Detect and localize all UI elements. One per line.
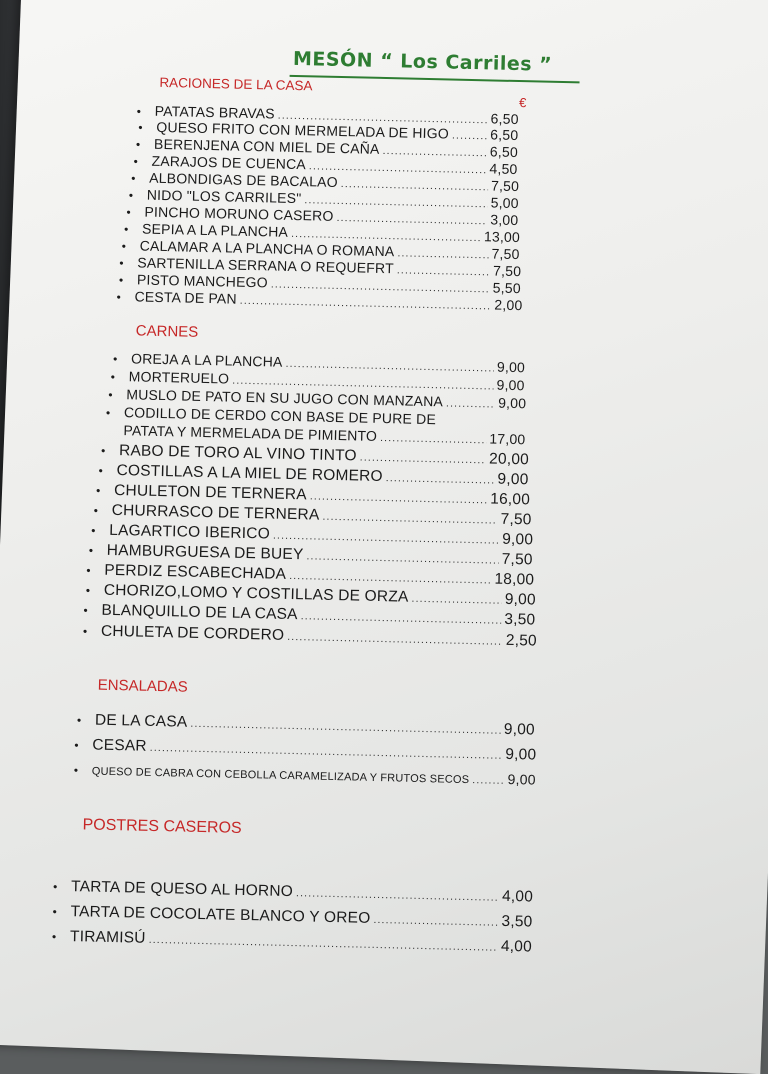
menu-title: MESÓN “ Los Carriles ” bbox=[293, 48, 553, 76]
dot-leader bbox=[296, 887, 499, 904]
item-price: 9,00 bbox=[502, 531, 533, 550]
item-price: 3,50 bbox=[501, 913, 532, 932]
section-heading-raciones: RACIONES DE LA CASA bbox=[159, 75, 312, 93]
item-price: 7,50 bbox=[502, 551, 533, 570]
item-name: TIRAMISÚ bbox=[70, 928, 146, 948]
item-price: 4,00 bbox=[502, 888, 533, 907]
menu-item bbox=[52, 903, 532, 932]
item-price: 16,00 bbox=[490, 491, 530, 510]
section-heading-postres: POSTRES CASEROS bbox=[82, 816, 242, 838]
item-name: LAGARTICO IBERICO bbox=[109, 522, 270, 544]
bullet-icon: • bbox=[137, 104, 155, 118]
item-price: 9,00 bbox=[498, 395, 526, 412]
menu-item bbox=[53, 878, 533, 907]
item-name: OREJA A LA PLANCHA bbox=[131, 350, 283, 369]
bullet-icon: • bbox=[77, 713, 95, 727]
item-price: 2,50 bbox=[506, 632, 537, 651]
bullet-icon: • bbox=[74, 738, 92, 752]
item-price: 18,00 bbox=[494, 571, 534, 590]
dot-leader bbox=[360, 452, 487, 467]
title-underline bbox=[290, 75, 580, 84]
bullet-icon: • bbox=[124, 222, 142, 236]
dot-leader bbox=[190, 718, 501, 737]
item-price: 6,50 bbox=[490, 110, 518, 127]
item-name: CODILLO DE CERDO CON BASE DE PURE DE bbox=[124, 404, 436, 427]
item-name: TARTA DE COCOLATE BLANCO Y OREO bbox=[70, 903, 370, 928]
item-name: CESAR bbox=[92, 737, 147, 756]
bullet-icon: • bbox=[83, 603, 101, 617]
item-price: 5,00 bbox=[491, 194, 519, 211]
dot-leader bbox=[380, 432, 487, 446]
dot-leader bbox=[289, 570, 492, 587]
item-price: 4,50 bbox=[489, 160, 517, 177]
bullet-icon: • bbox=[96, 484, 114, 498]
item-name: BERENJENA CON MIEL DE CAÑA bbox=[154, 136, 380, 157]
item-price: 7,50 bbox=[491, 177, 519, 194]
bullet-icon: • bbox=[126, 205, 144, 219]
item-price: 20,00 bbox=[489, 450, 529, 469]
item-price: 2,00 bbox=[494, 297, 522, 314]
item-name: PINCHO MORUNO CASERO bbox=[144, 204, 333, 224]
bullet-icon: • bbox=[136, 137, 154, 151]
dot-leader bbox=[150, 742, 503, 762]
section-heading-ensaladas: ENSALADAS bbox=[98, 677, 188, 696]
item-price: 9,00 bbox=[505, 591, 536, 610]
item-price: 9,00 bbox=[507, 771, 535, 788]
dot-leader bbox=[322, 511, 497, 527]
item-name: DE LA CASA bbox=[95, 712, 188, 732]
dot-leader bbox=[472, 774, 505, 787]
item-price: 3,50 bbox=[504, 611, 535, 630]
item-name: SEPIA A LA PLANCHA bbox=[142, 221, 288, 240]
item-price: 5,50 bbox=[493, 280, 521, 297]
bullet-icon: • bbox=[86, 563, 104, 577]
item-name: SARTENILLA SERRANA O REQUEFRT bbox=[137, 254, 394, 276]
item-name: NIDO "LOS CARRILES" bbox=[147, 187, 302, 207]
item-name: CHURRASCO DE TERNERA bbox=[111, 502, 319, 525]
item-name: COSTILLAS A LA MIEL DE ROMERO bbox=[116, 462, 383, 486]
bullet-icon: • bbox=[98, 464, 116, 478]
bullet-icon: • bbox=[74, 763, 92, 777]
bullet-icon: • bbox=[116, 290, 134, 304]
bullet-icon: • bbox=[52, 905, 70, 919]
bullet-icon: • bbox=[53, 880, 71, 894]
item-name: PISTO MANCHEGO bbox=[137, 271, 268, 290]
dot-leader bbox=[310, 490, 488, 506]
item-price: 9,00 bbox=[505, 746, 536, 765]
item-name: PERDIZ ESCABECHADA bbox=[104, 562, 286, 584]
item-name: MORTERUELO bbox=[129, 368, 230, 386]
bullet-icon: • bbox=[131, 171, 149, 185]
bullet-icon: • bbox=[129, 188, 147, 202]
bullet-icon: • bbox=[101, 444, 119, 458]
bullet-icon: • bbox=[91, 523, 109, 537]
bullet-icon: • bbox=[119, 256, 137, 270]
item-name: ZARAJOS DE CUENCA bbox=[151, 153, 306, 172]
menu-item bbox=[52, 928, 532, 957]
item-price: 9,00 bbox=[497, 471, 528, 490]
item-price: 4,00 bbox=[501, 938, 532, 957]
item-name: CHULETA DE CORDERO bbox=[101, 623, 285, 645]
item-name: MUSLO DE PATO EN SU JUGO CON MANZANA bbox=[126, 386, 443, 409]
menu-item bbox=[74, 736, 536, 764]
menu-item bbox=[74, 761, 536, 787]
bullet-icon: • bbox=[94, 504, 112, 518]
item-price: 3,00 bbox=[490, 211, 518, 228]
item-name: CHORIZO,LOMO Y COSTILLAS DE ORZA bbox=[104, 582, 409, 607]
dot-leader bbox=[452, 130, 488, 143]
dot-leader bbox=[306, 550, 499, 566]
item-price: 7,50 bbox=[493, 263, 521, 280]
bullet-icon: • bbox=[89, 543, 107, 557]
menu-item bbox=[77, 711, 535, 739]
item-price: 13,00 bbox=[484, 228, 520, 245]
item-name: CALAMAR A LA PLANCHA O ROMANA bbox=[140, 237, 395, 259]
item-name: TARTA DE QUESO AL HORNO bbox=[71, 878, 293, 901]
dot-leader bbox=[148, 934, 498, 954]
dot-leader bbox=[273, 530, 500, 547]
dot-leader bbox=[386, 472, 495, 486]
item-price: 9,00 bbox=[496, 377, 524, 394]
item-name: CHULETON DE TERNERA bbox=[114, 482, 307, 504]
bullet-icon: • bbox=[111, 370, 129, 384]
bullet-icon: • bbox=[113, 352, 131, 366]
item-name: PATATAS BRAVAS bbox=[155, 103, 275, 122]
item-price: 7,50 bbox=[500, 511, 531, 530]
item-price: 6,50 bbox=[490, 126, 518, 143]
bullet-icon: • bbox=[106, 406, 124, 420]
bullet-icon: • bbox=[52, 930, 70, 944]
item-price: 6,50 bbox=[490, 143, 518, 160]
dot-leader bbox=[287, 631, 503, 648]
item-price: 17,00 bbox=[489, 430, 525, 447]
bullet-icon: • bbox=[122, 239, 140, 253]
section-heading-carnes: CARNES bbox=[136, 322, 199, 340]
bullet-icon: • bbox=[108, 388, 126, 402]
item-price: 7,50 bbox=[491, 245, 519, 262]
dot-leader bbox=[446, 397, 495, 410]
dot-leader bbox=[373, 914, 498, 929]
bullet-icon: • bbox=[86, 583, 104, 597]
item-price: 9,00 bbox=[497, 359, 525, 376]
dot-leader bbox=[411, 593, 502, 607]
dot-leader bbox=[397, 247, 488, 261]
bullet-icon: • bbox=[83, 624, 101, 638]
item-name: PATATA Y MERMELADA DE PIMIENTO bbox=[123, 422, 377, 444]
dot-leader bbox=[382, 145, 487, 159]
item-name: BLANQUILLO DE LA CASA bbox=[101, 602, 298, 624]
bullet-icon: • bbox=[133, 154, 151, 168]
item-name: QUESO FRITO CON MERMELADA DE HIGO bbox=[156, 119, 449, 142]
currency-symbol: € bbox=[519, 95, 527, 110]
item-name: QUESO DE CABRA CON CEBOLLA CARAMELIZADA Y FRUTOS SECOS bbox=[92, 766, 470, 787]
dot-leader bbox=[240, 295, 492, 313]
bullet-icon: • bbox=[119, 273, 137, 287]
item-name: HAMBURGUESA DE BUEY bbox=[107, 542, 304, 564]
item-name: RABO DE TORO AL VINO TINTO bbox=[119, 442, 357, 465]
bullet-icon: • bbox=[138, 120, 156, 134]
item-name: ALBONDIGAS DE BACALAO bbox=[149, 170, 338, 190]
item-price: 9,00 bbox=[504, 721, 535, 740]
dot-leader bbox=[301, 610, 502, 627]
dot-leader bbox=[397, 264, 491, 278]
item-name: CESTA DE PAN bbox=[134, 288, 237, 306]
